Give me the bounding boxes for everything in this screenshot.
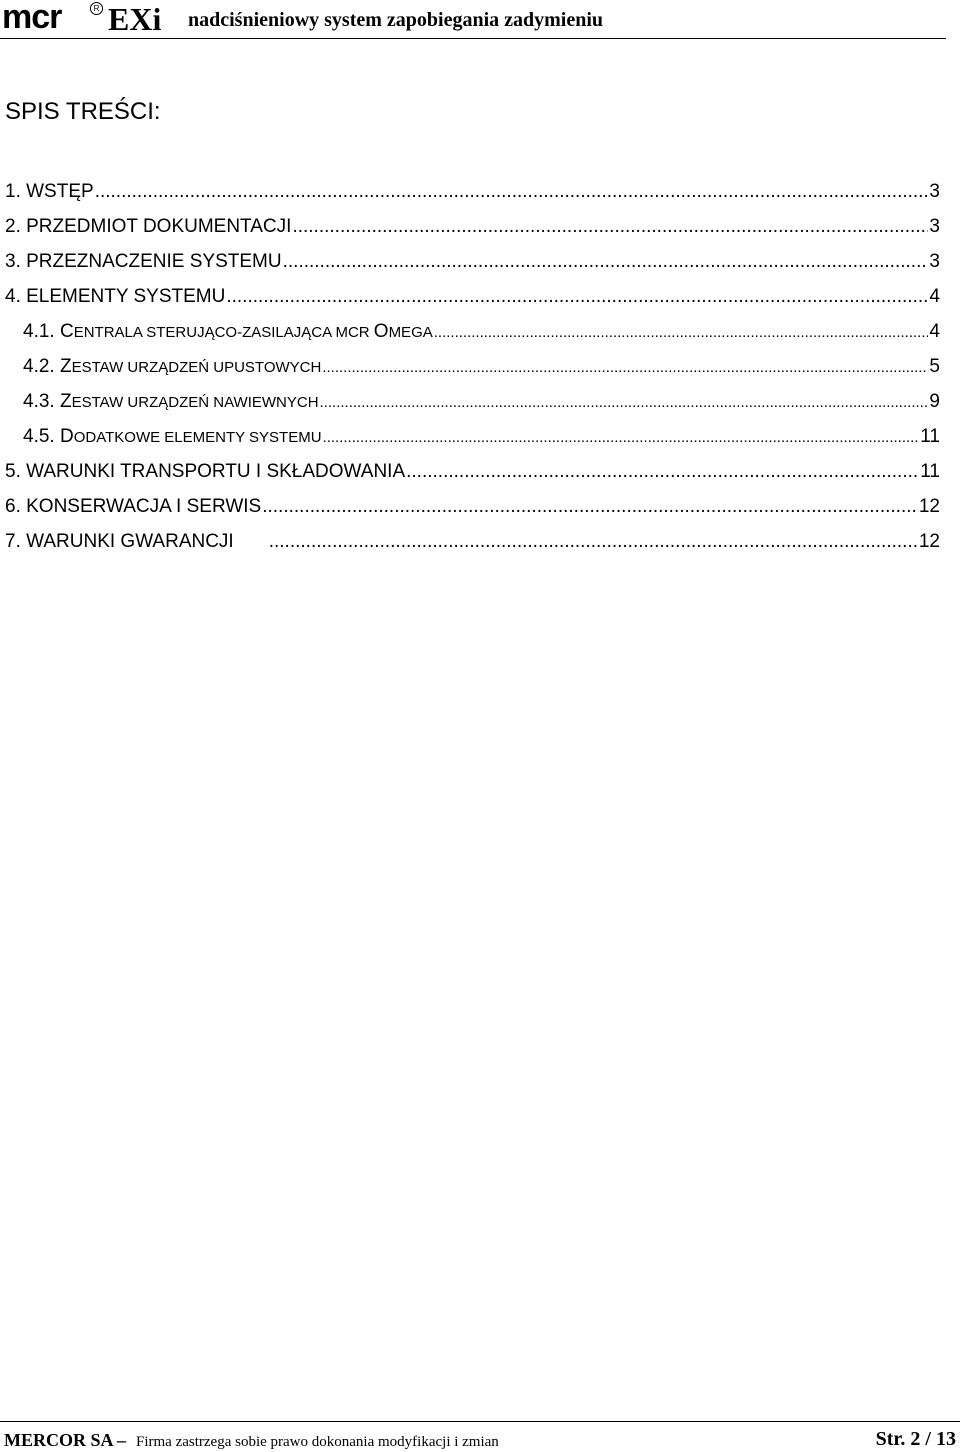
footer-note: Firma zastrzega sobie prawo dokonania modyfikacji i zmian [136,1434,499,1450]
toc-entry-initial: D [59,426,74,447]
toc-entry-number: 4.3. [23,391,60,412]
toc-entry-page: 3 [929,181,940,202]
toc-entry-label: ENTRALA STERUJĄCO-ZASILAJĄCA MCR [73,324,374,341]
toc-entry-label-2: MEGA [388,324,433,341]
leader-dots [269,524,918,559]
toc-entry-6[interactable] [5,489,940,524]
toc-entry-initial-2: O [373,321,389,342]
toc-entry-4-5[interactable] [5,419,940,454]
toc-entry-4-2[interactable] [5,349,940,384]
leader-dots [95,174,929,209]
leader-dots [320,385,929,420]
toc-entry-number: 4.2. [23,356,60,377]
toc-entry-page: 12 [918,496,940,517]
leader-dots [262,489,918,524]
toc-entry-page: 5 [929,356,940,377]
toc-entry-number: 5. [5,461,27,482]
toc-entry-number: 4.1. [23,321,60,342]
toc-entry-page: 9 [929,391,940,412]
toc-entry-page: 4 [929,286,940,307]
toc-entry-number: 7. [5,531,27,552]
toc-entry-3[interactable] [5,244,940,279]
toc-entry-5[interactable] [5,454,940,489]
toc-entry-label: WARUNKI GWARANCJI [26,531,234,552]
toc-entry-7[interactable] [5,524,940,559]
footer-company: MERCOR SA – [4,1430,127,1450]
toc-entry-page: 3 [929,251,940,272]
toc-entry-label: ESTAW URZĄDZEŃ UPUSTOWYCH [71,359,322,376]
toc-entry-4-3[interactable] [5,384,940,419]
toc-entry-number: 1. [5,181,27,202]
page-footer [0,1421,960,1452]
leader-dots [406,454,919,489]
toc-entry-initial: Z [59,356,72,377]
toc-entry-number: 4. [5,286,27,307]
toc-entry-label: WARUNKI TRANSPORTU I SKŁADOWANIA [26,461,406,482]
toc-entry-number: 2. [5,216,27,237]
toc-entry-label: ELEMENTY SYSTEMU [26,286,226,307]
toc-entry-number: 4.5. [23,426,60,447]
exi-logo: EXi [108,1,162,37]
leader-dots [283,244,929,279]
toc-entry-label: ODATKOWE ELEMENTY SYSTEMU [73,429,322,446]
toc-entry-page: 11 [920,461,940,482]
toc-entry-page: 4 [929,321,940,342]
leader-dots [322,350,928,385]
toc-entry-initial: C [59,321,74,342]
mcr-logo: mcr [2,0,62,36]
toc-entry-page: 11 [920,426,940,447]
toc-entry-1[interactable] [5,174,940,209]
toc-entry-initial: Z [59,391,72,412]
leader-dots [323,420,920,455]
leader-dots [226,279,928,314]
header-title: nadciśnieniowy system zapobiegania zadymieniu [188,9,604,31]
table-of-contents [5,174,940,559]
toc-entry-2[interactable] [5,209,940,244]
toc-entry-4[interactable] [5,279,940,314]
toc-entry-page: 3 [929,216,940,237]
toc-entry-4-1[interactable] [5,314,940,349]
toc-entry-number: 6. [5,496,27,517]
toc-entry-label: KONSERWACJA I SERWIS [26,496,262,517]
toc-entry-label: WSTĘP [26,181,94,202]
toc-entry-label: PRZEZNACZENIE SYSTEMU [26,251,282,272]
page-number: Str. 2 / 13 [875,1428,956,1450]
registered-mark-icon: R [90,2,103,15]
toc-entry-page: 12 [918,531,940,552]
toc-entry-label: PRZEDMIOT DOKUMENTACJI [26,216,292,237]
leader-dots [292,209,928,244]
toc-entry-number: 3. [5,251,27,272]
toc-heading: SPIS TREŚCI: [5,98,161,125]
page-header [0,0,946,39]
toc-entry-label: ESTAW URZĄDZEŃ NAWIEWNYCH [71,394,319,411]
leader-dots [434,315,929,350]
